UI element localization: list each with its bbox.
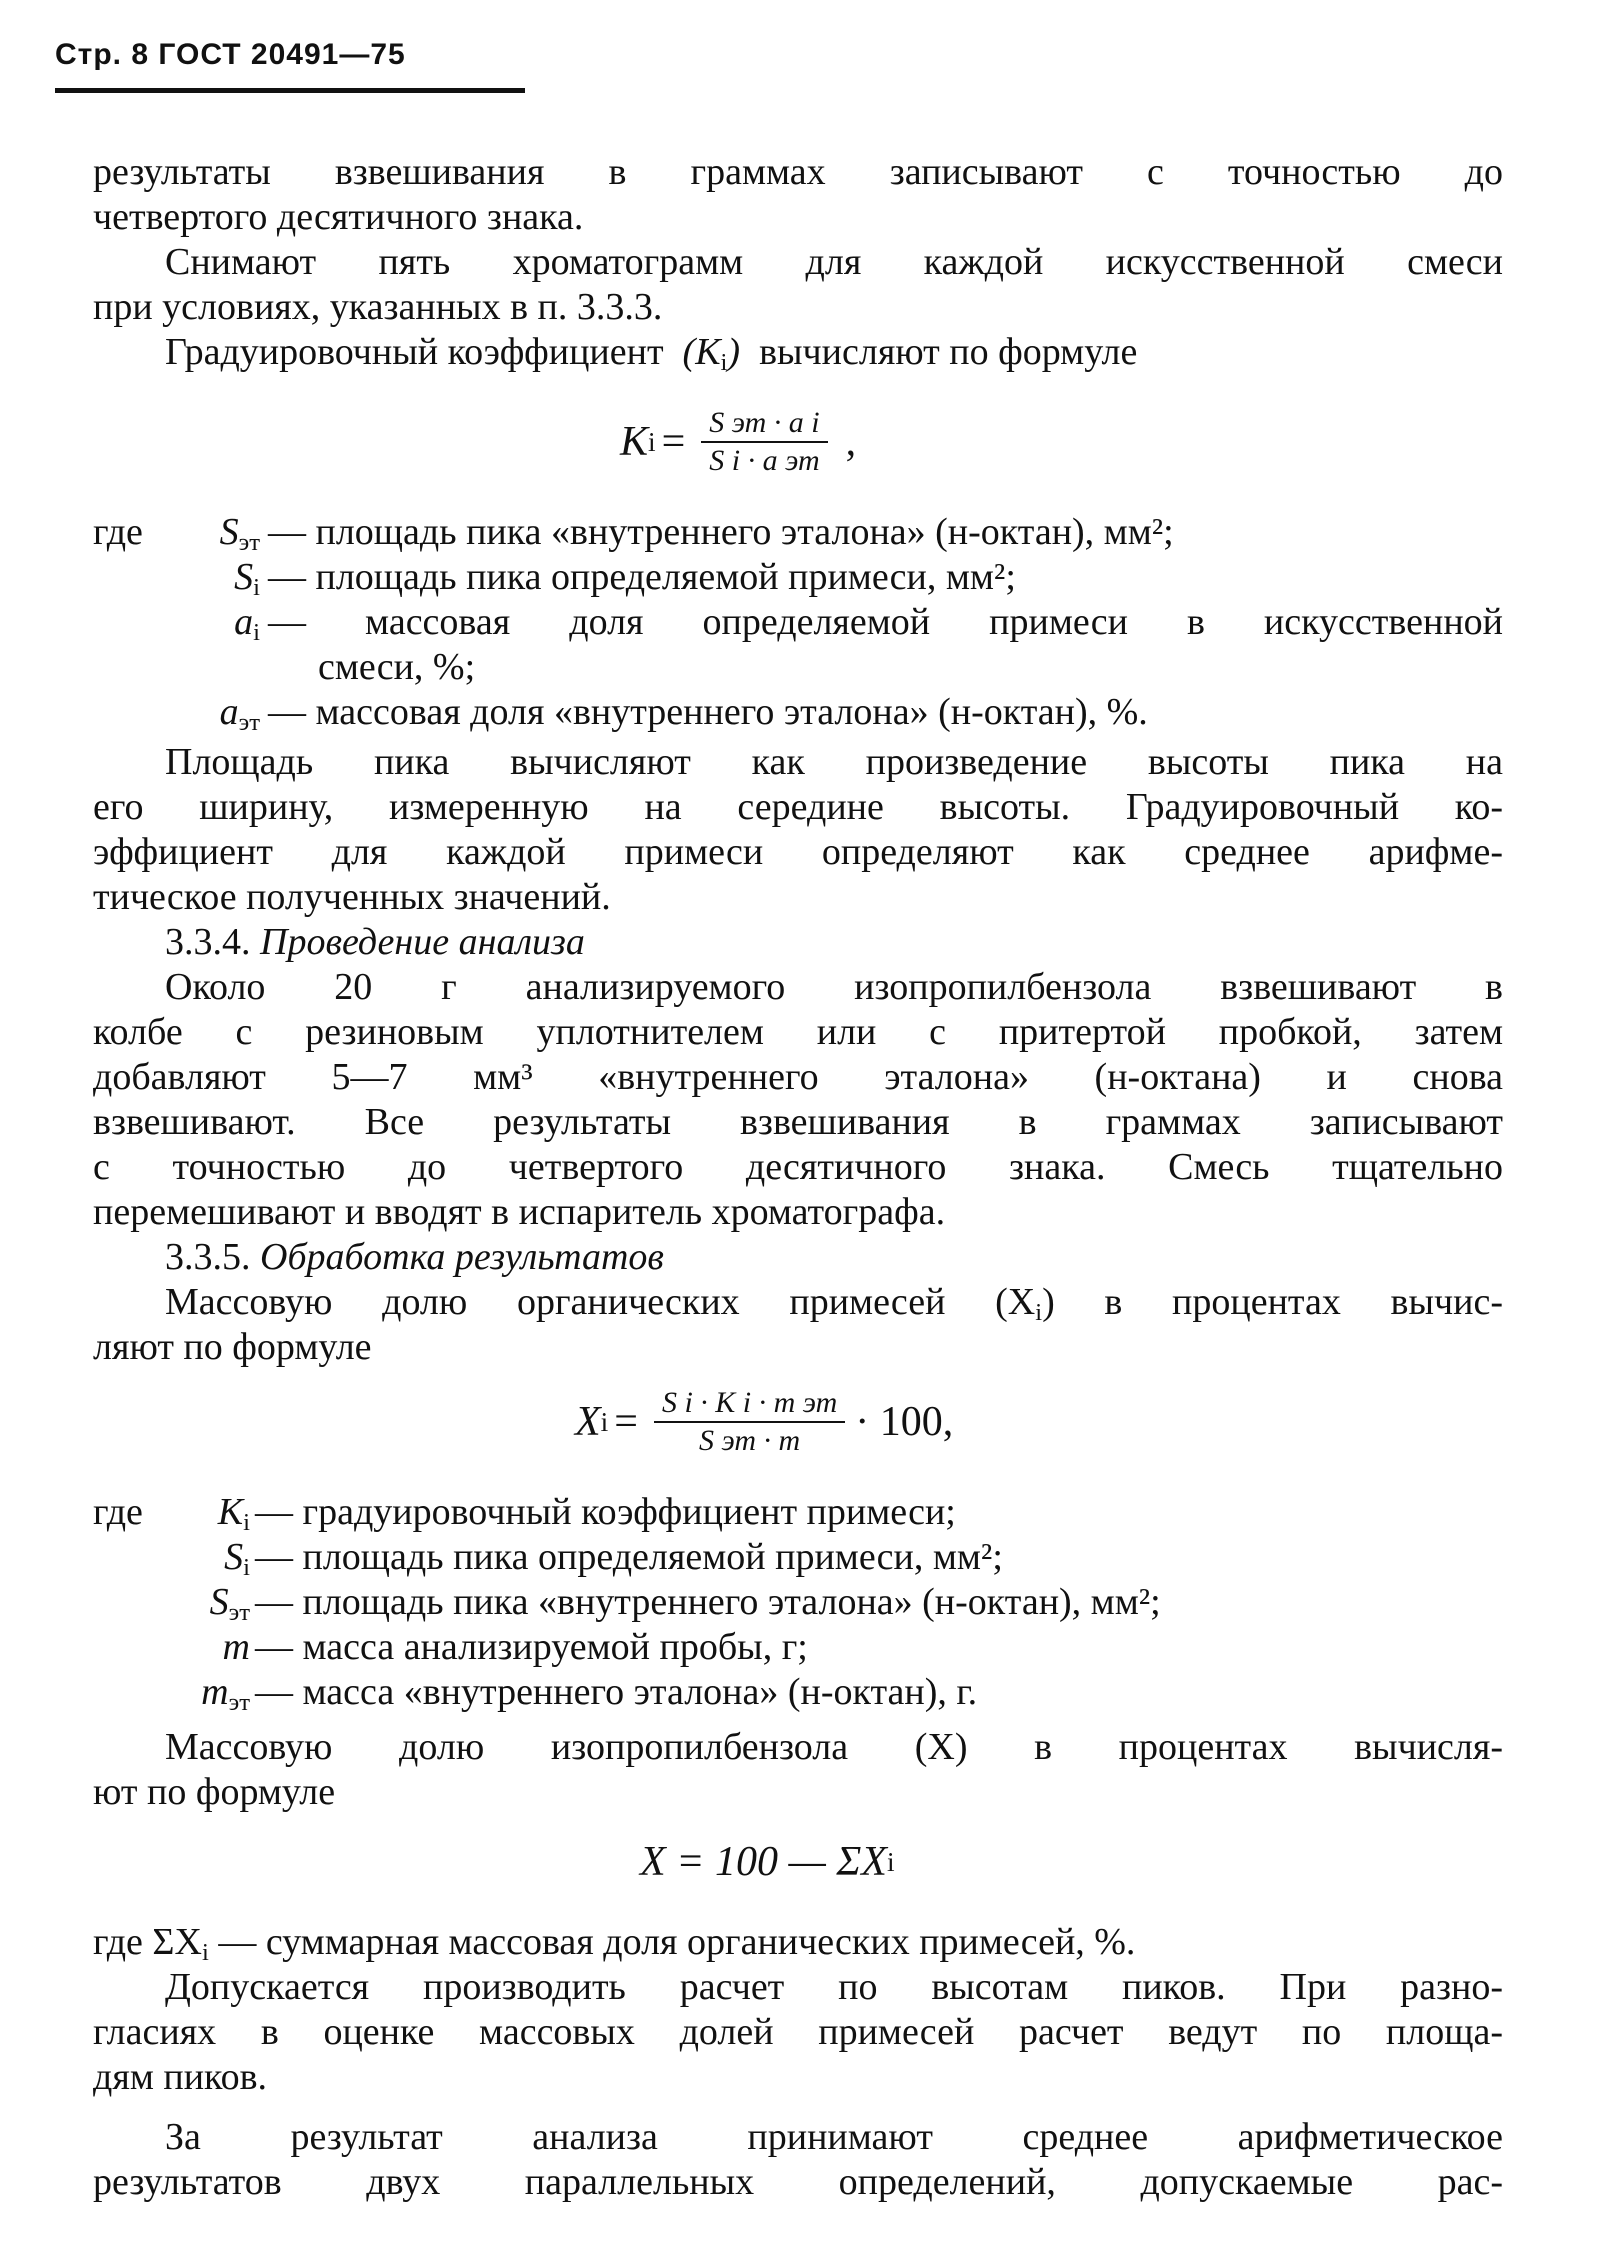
page-header: Стр. 8 ГОСТ 20491—75 [55, 38, 406, 71]
formula-tail: , [845, 419, 857, 465]
paragraph-line: Массовую долю органических примесей $(X_i)$ в процентах вычис- [165, 1281, 1503, 1327]
paragraph-line: эффициент для каждой примеси определяют как среднее арифме- [93, 831, 1503, 873]
formula-total [640, 1838, 895, 1886]
section-number: 3.3.4. [165, 921, 251, 963]
def-term: $S_{эт}$ [209, 1581, 250, 1627]
def-text: — массовая доля «внутреннего эталона» (н-октан), %. [268, 691, 1148, 733]
formula-lhs: K [620, 419, 649, 465]
paragraph-line: колбе с резиновым уплотнителем или с притертой пробкой, затем [93, 1011, 1503, 1053]
formula-k [620, 405, 856, 479]
def-term: $K_i$ [217, 1491, 250, 1537]
fraction-numerator: S эт · a i [709, 406, 820, 439]
paragraph-line: тическое полученных значений. [93, 876, 611, 918]
def-term: m [222, 1626, 250, 1668]
paragraph-line: добавляют 5—7 мм³ «внутреннего эталона» (н-октана) и снова [93, 1056, 1503, 1098]
section-heading-335 [165, 1235, 664, 1279]
symbol-k: (K [682, 331, 721, 373]
formula-lhs: X [575, 1399, 601, 1445]
def-text: — массовая доля определяемой примеси в искусственной [268, 601, 1503, 643]
def-term: $a_{эт}$ [219, 691, 260, 737]
paragraph-line: Площадь пика вычисляют как произведение высоты пика на [165, 741, 1503, 783]
def-text: — площадь пика «внутреннего эталона» (н-октан), мм²; [268, 511, 1174, 553]
formula-text: X = 100 — ΣX [640, 1839, 887, 1885]
paragraph-line: За результат анализа принимают среднее арифметическое [165, 2116, 1503, 2158]
where-label: где [93, 511, 143, 553]
def-text: — градуировочный коэффициент примеси; [255, 1491, 956, 1533]
formula-eq: = [661, 419, 686, 465]
paragraph-line [165, 330, 1137, 385]
section-title: Проведение анализа [260, 921, 585, 963]
def-text: — площадь пика определяемой примеси, мм²; [268, 556, 1016, 598]
formula-tail: · 100, [855, 1399, 954, 1445]
section-number: 3.3.5. [165, 1236, 251, 1278]
paragraph-line: где $\Sigma X_i$ — суммарная массовая доля органических примесей, %. [93, 1921, 1136, 1967]
formula-lhs-sub: i [648, 426, 656, 457]
symbol-sub: i [720, 349, 728, 377]
section-title: Обработка результатов [260, 1236, 664, 1278]
paragraph-line: ляют по формуле [93, 1326, 372, 1368]
def-term: $S_{эт}$ [219, 511, 260, 557]
formula-lhs-sub: i [600, 1406, 609, 1437]
paragraph-text: Градуировочный коэффициент [165, 331, 664, 373]
paragraph-line: четвертого десятичного знака. [93, 196, 584, 238]
paragraph-line: гласиях в оценке массовых долей примесей расчет ведут по площа- [93, 2011, 1503, 2053]
fraction-denominator: S i · a эт [709, 444, 820, 477]
def-term: $m_{эт}$ [201, 1671, 250, 1717]
def-term: $S_i$ [224, 1536, 250, 1582]
paragraph-line: ют по формуле [93, 1771, 336, 1813]
paragraph-line: Около 20 г анализируемого изопропилбензола взвешивают в [165, 966, 1503, 1008]
paragraph-line: результатов двух параллельных определений, допускаемые рас- [93, 2161, 1503, 2203]
def-term: $a_i$ [234, 601, 260, 647]
paragraph-line: при условиях, указанных в п. 3.3.3. [93, 286, 663, 328]
fraction-numerator: S i · K i · m эт [661, 1386, 838, 1419]
def-text-cont: смеси, %; [318, 646, 476, 688]
where-label: где [93, 1491, 143, 1533]
def-text: — масса «внутреннего эталона» (н-октан), г. [255, 1671, 978, 1713]
formula-sub: i [886, 1846, 895, 1877]
paragraph-line: перемешивают и вводят в испаритель хроматографа. [93, 1191, 946, 1233]
section-heading-334 [165, 920, 585, 964]
paragraph-line: его ширину, измеренную на середине высоты. Градуировочный ко- [93, 786, 1503, 828]
paragraph-text: вычисляют по формуле [759, 331, 1138, 373]
paragraph-line: результаты взвешивания в граммах записывают с точностью до [93, 151, 1503, 193]
def-text: — площадь пика «внутреннего эталона» (н-октан), мм²; [255, 1581, 1161, 1623]
paragraph-line: Массовую долю изопропилбензола (X) в процентах вычисля- [165, 1726, 1503, 1768]
def-term: $S_i$ [234, 556, 260, 602]
paragraph-line: дям пиков. [93, 2056, 268, 2098]
formula-fraction [701, 405, 827, 479]
def-text: — площадь пика определяемой примеси, мм²; [255, 1536, 1003, 1578]
def-text: — масса анализируемой пробы, г; [255, 1626, 808, 1668]
formula-fraction [654, 1385, 845, 1459]
fraction-denominator: S эт · m [699, 1424, 801, 1457]
paragraph-line: взвешивают. Все результаты взвешивания в граммах записывают [93, 1101, 1503, 1143]
paragraph-line: Допускается производить расчет по высотам пиков. При разно- [165, 1966, 1503, 2008]
symbol-close: ) [727, 331, 741, 373]
header-rule [55, 88, 525, 93]
paragraph-line: Снимают пять хроматограмм для каждой искусственной смеси [165, 241, 1503, 283]
formula-x [575, 1385, 953, 1459]
formula-eq: = [614, 1399, 638, 1445]
paragraph-line: с точностью до четвертого десятичного знака. Смесь тщательно [93, 1146, 1503, 1188]
